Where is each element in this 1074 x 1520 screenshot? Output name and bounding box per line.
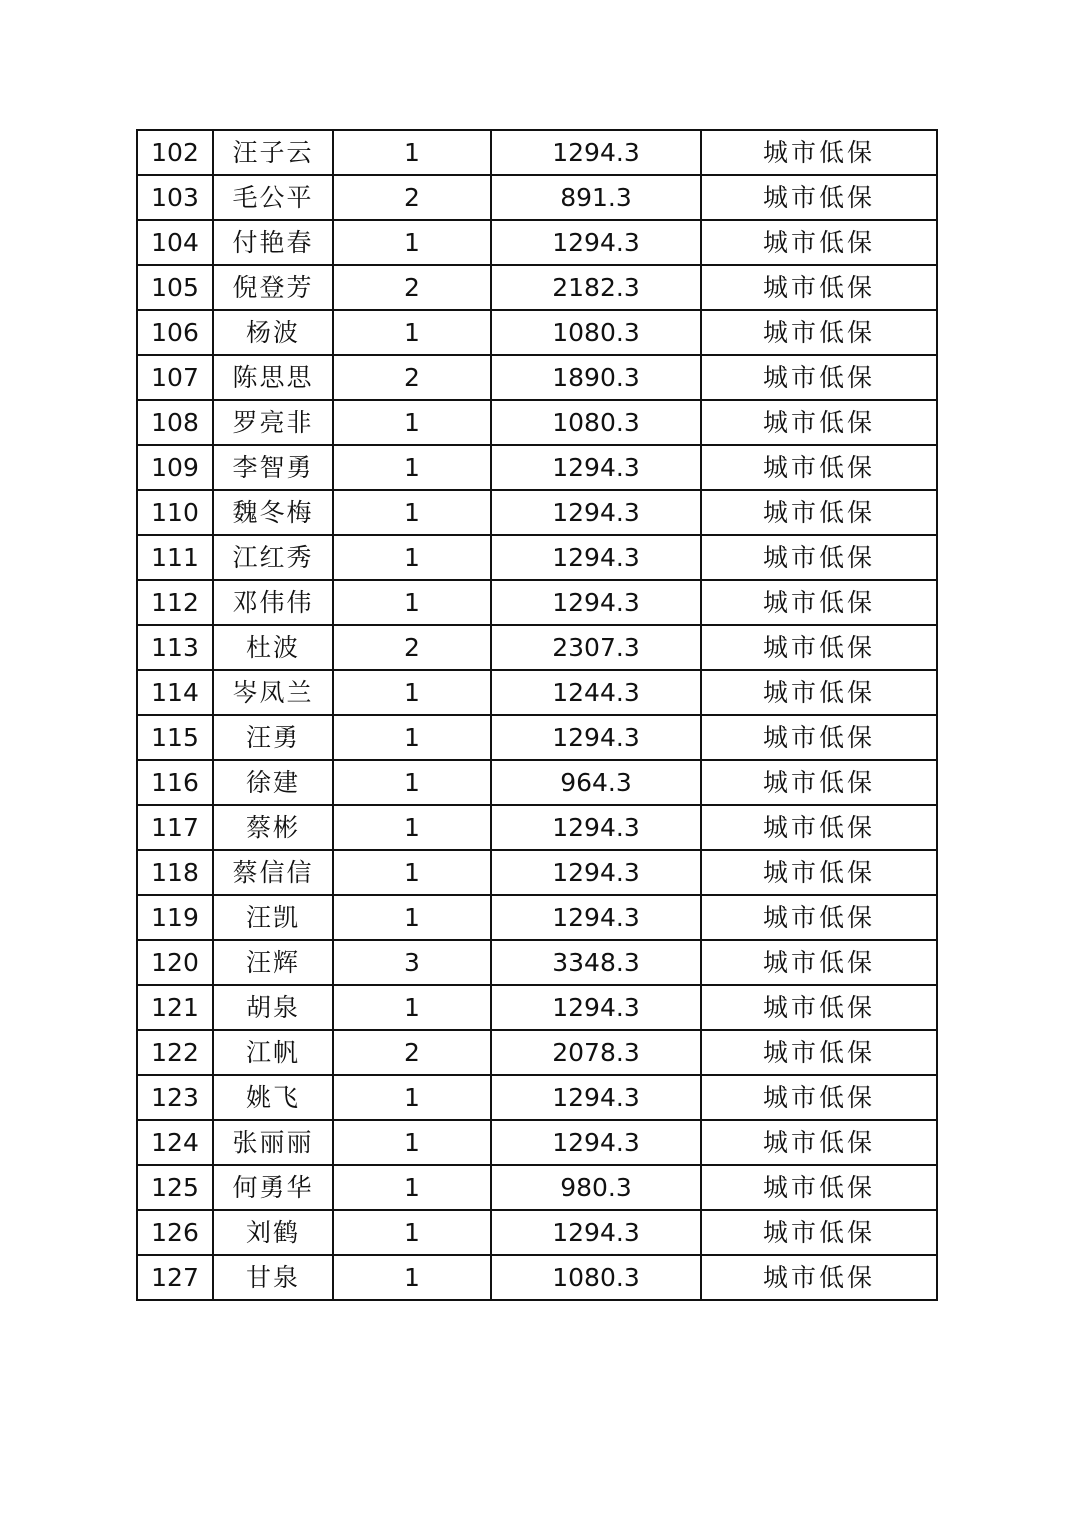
household-count-cell: 1: [333, 1075, 491, 1120]
recipient-name-cell: 胡泉: [213, 985, 333, 1030]
table-row: [137, 265, 937, 310]
recipient-name-cell: 徐建: [213, 760, 333, 805]
household-count-cell: 2: [333, 175, 491, 220]
assistance-type-cell: 城市低保: [701, 490, 937, 535]
benefit-amount-cell: 1080.3: [491, 310, 701, 355]
recipient-name-cell: 江红秀: [213, 535, 333, 580]
assistance-type-cell: 城市低保: [701, 130, 937, 175]
household-count-cell: 1: [333, 220, 491, 265]
recipient-name-cell: 甘泉: [213, 1255, 333, 1300]
benefit-amount-cell: 1294.3: [491, 805, 701, 850]
table-row: [137, 310, 937, 355]
assistance-type-cell: 城市低保: [701, 535, 937, 580]
recipient-name-cell: 姚飞: [213, 1075, 333, 1120]
assistance-type-cell: 城市低保: [701, 940, 937, 985]
row-number-cell: 118: [137, 850, 213, 895]
household-count-cell: 1: [333, 1165, 491, 1210]
household-count-cell: 2: [333, 625, 491, 670]
benefit-amount-cell: 1294.3: [491, 715, 701, 760]
row-number-cell: 110: [137, 490, 213, 535]
table-row: [137, 985, 937, 1030]
row-number-cell: 114: [137, 670, 213, 715]
benefit-amount-cell: 1080.3: [491, 400, 701, 445]
household-count-cell: 1: [333, 400, 491, 445]
row-number-cell: 121: [137, 985, 213, 1030]
recipient-name-cell: 杜波: [213, 625, 333, 670]
row-number-cell: 115: [137, 715, 213, 760]
recipient-name-cell: 付艳春: [213, 220, 333, 265]
household-count-cell: 1: [333, 670, 491, 715]
benefit-amount-cell: 2307.3: [491, 625, 701, 670]
assistance-type-cell: 城市低保: [701, 985, 937, 1030]
assistance-type-cell: 城市低保: [701, 805, 937, 850]
benefit-amount-cell: 1294.3: [491, 445, 701, 490]
recipient-name-cell: 岑凤兰: [213, 670, 333, 715]
recipient-name-cell: 魏冬梅: [213, 490, 333, 535]
assistance-type-cell: 城市低保: [701, 670, 937, 715]
table-row: [137, 400, 937, 445]
assistance-type-cell: 城市低保: [701, 1255, 937, 1300]
assistance-type-cell: 城市低保: [701, 355, 937, 400]
row-number-cell: 109: [137, 445, 213, 490]
table-row: [137, 130, 937, 175]
row-number-cell: 122: [137, 1030, 213, 1075]
assistance-type-cell: 城市低保: [701, 1075, 937, 1120]
recipient-name-cell: 蔡彬: [213, 805, 333, 850]
benefit-amount-cell: 1294.3: [491, 895, 701, 940]
recipient-name-cell: 汪勇: [213, 715, 333, 760]
table-row: [137, 625, 937, 670]
table-row: [137, 715, 937, 760]
table-row: [137, 535, 937, 580]
row-number-cell: 120: [137, 940, 213, 985]
row-number-cell: 106: [137, 310, 213, 355]
household-count-cell: 1: [333, 130, 491, 175]
recipient-name-cell: 江帆: [213, 1030, 333, 1075]
household-count-cell: 2: [333, 265, 491, 310]
row-number-cell: 107: [137, 355, 213, 400]
recipient-name-cell: 李智勇: [213, 445, 333, 490]
benefit-amount-cell: 1294.3: [491, 1120, 701, 1165]
table-row: [137, 1075, 937, 1120]
recipient-name-cell: 汪子云: [213, 130, 333, 175]
benefit-amount-cell: 1294.3: [491, 535, 701, 580]
recipient-name-cell: 毛公平: [213, 175, 333, 220]
table-row: [137, 490, 937, 535]
table-row: [137, 805, 937, 850]
household-count-cell: 1: [333, 445, 491, 490]
table-row: [137, 1120, 937, 1165]
benefit-amount-cell: 2182.3: [491, 265, 701, 310]
table-row: [137, 895, 937, 940]
benefit-amount-cell: 891.3: [491, 175, 701, 220]
assistance-type-cell: 城市低保: [701, 895, 937, 940]
recipient-name-cell: 倪登芳: [213, 265, 333, 310]
row-number-cell: 113: [137, 625, 213, 670]
recipient-name-cell: 汪凯: [213, 895, 333, 940]
assistance-type-cell: 城市低保: [701, 220, 937, 265]
table-row: [137, 940, 937, 985]
recipient-name-cell: 陈思思: [213, 355, 333, 400]
benefit-amount-cell: 1294.3: [491, 580, 701, 625]
assistance-type-cell: 城市低保: [701, 625, 937, 670]
assistance-type-cell: 城市低保: [701, 265, 937, 310]
benefit-amount-cell: 1294.3: [491, 850, 701, 895]
household-count-cell: 1: [333, 1255, 491, 1300]
benefit-amount-cell: 3348.3: [491, 940, 701, 985]
assistance-type-cell: 城市低保: [701, 1165, 937, 1210]
benefit-amount-cell: 1294.3: [491, 985, 701, 1030]
row-number-cell: 102: [137, 130, 213, 175]
benefit-amount-cell: 1294.3: [491, 130, 701, 175]
benefit-amount-cell: 1890.3: [491, 355, 701, 400]
household-count-cell: 1: [333, 310, 491, 355]
table-row: [137, 580, 937, 625]
household-count-cell: 2: [333, 355, 491, 400]
assistance-type-cell: 城市低保: [701, 445, 937, 490]
assistance-type-cell: 城市低保: [701, 1120, 937, 1165]
household-count-cell: 2: [333, 1030, 491, 1075]
row-number-cell: 105: [137, 265, 213, 310]
table-row: [137, 1210, 937, 1255]
household-count-cell: 1: [333, 1120, 491, 1165]
household-count-cell: 1: [333, 535, 491, 580]
recipient-name-cell: 张丽丽: [213, 1120, 333, 1165]
assistance-type-cell: 城市低保: [701, 760, 937, 805]
household-count-cell: 1: [333, 895, 491, 940]
row-number-cell: 111: [137, 535, 213, 580]
table-row: [137, 670, 937, 715]
benefit-amount-cell: 1294.3: [491, 1210, 701, 1255]
assistance-type-cell: 城市低保: [701, 310, 937, 355]
household-count-cell: 1: [333, 760, 491, 805]
household-count-cell: 1: [333, 850, 491, 895]
assistance-type-cell: 城市低保: [701, 715, 937, 760]
benefit-amount-cell: 964.3: [491, 760, 701, 805]
benefit-amount-cell: 1294.3: [491, 490, 701, 535]
recipient-name-cell: 何勇华: [213, 1165, 333, 1210]
row-number-cell: 123: [137, 1075, 213, 1120]
benefit-amount-cell: 2078.3: [491, 1030, 701, 1075]
row-number-cell: 104: [137, 220, 213, 265]
recipient-name-cell: 邓伟伟: [213, 580, 333, 625]
row-number-cell: 108: [137, 400, 213, 445]
row-number-cell: 126: [137, 1210, 213, 1255]
recipient-name-cell: 刘鹤: [213, 1210, 333, 1255]
benefit-amount-cell: 1244.3: [491, 670, 701, 715]
recipient-name-cell: 汪辉: [213, 940, 333, 985]
table-row: [137, 175, 937, 220]
recipient-name-cell: 杨波: [213, 310, 333, 355]
table-row: [137, 220, 937, 265]
table-row: [137, 445, 937, 490]
recipient-name-cell: 罗亮非: [213, 400, 333, 445]
table-row: [137, 1165, 937, 1210]
row-number-cell: 117: [137, 805, 213, 850]
row-number-cell: 103: [137, 175, 213, 220]
benefit-amount-cell: 1294.3: [491, 1075, 701, 1120]
row-number-cell: 124: [137, 1120, 213, 1165]
row-number-cell: 112: [137, 580, 213, 625]
roster-table-body: [137, 130, 937, 1300]
assistance-type-cell: 城市低保: [701, 1030, 937, 1075]
table-row: [137, 850, 937, 895]
row-number-cell: 127: [137, 1255, 213, 1300]
household-count-cell: 1: [333, 490, 491, 535]
recipient-name-cell: 蔡信信: [213, 850, 333, 895]
household-count-cell: 1: [333, 805, 491, 850]
assistance-type-cell: 城市低保: [701, 1210, 937, 1255]
household-count-cell: 1: [333, 715, 491, 760]
assistance-type-cell: 城市低保: [701, 175, 937, 220]
benefit-amount-cell: 1294.3: [491, 220, 701, 265]
table-row: [137, 760, 937, 805]
household-count-cell: 1: [333, 1210, 491, 1255]
benefit-amount-cell: 980.3: [491, 1165, 701, 1210]
table-row: [137, 355, 937, 400]
household-count-cell: 3: [333, 940, 491, 985]
assistance-type-cell: 城市低保: [701, 580, 937, 625]
household-count-cell: 1: [333, 985, 491, 1030]
assistance-type-cell: 城市低保: [701, 850, 937, 895]
row-number-cell: 119: [137, 895, 213, 940]
row-number-cell: 125: [137, 1165, 213, 1210]
table-row: [137, 1030, 937, 1075]
assistance-type-cell: 城市低保: [701, 400, 937, 445]
assistance-roster-table: [136, 129, 938, 1301]
table-row: [137, 1255, 937, 1300]
benefit-amount-cell: 1080.3: [491, 1255, 701, 1300]
row-number-cell: 116: [137, 760, 213, 805]
household-count-cell: 1: [333, 580, 491, 625]
